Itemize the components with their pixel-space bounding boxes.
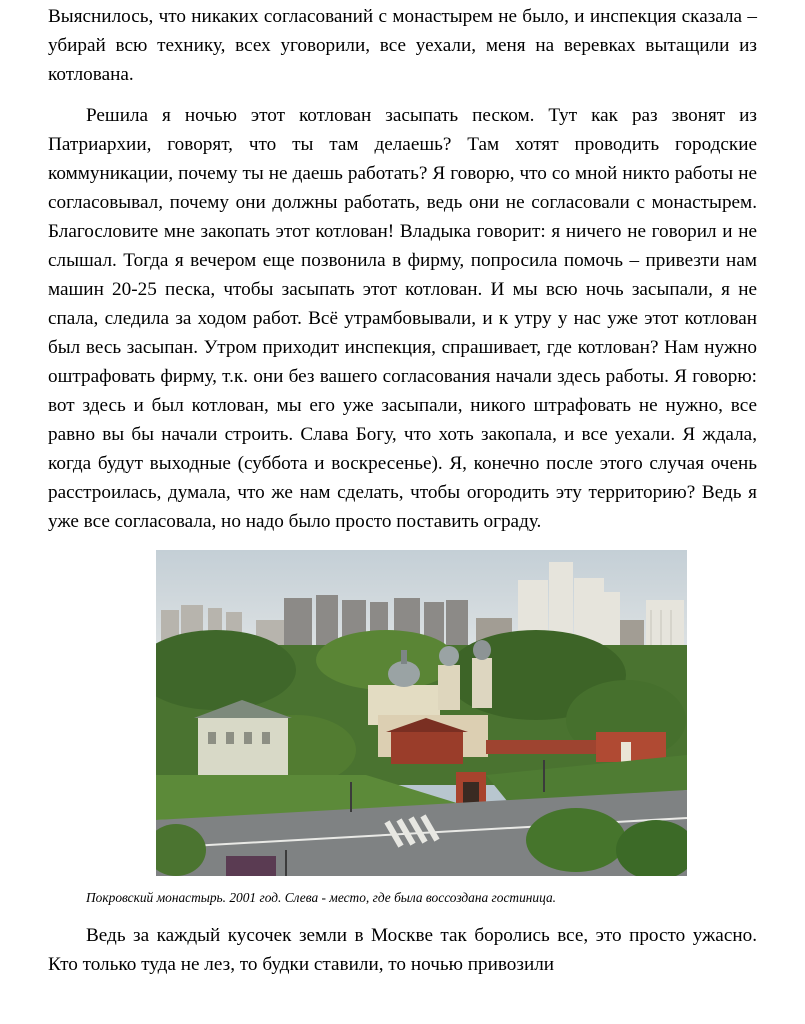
- document-page: [48, 0, 757, 979]
- paragraph-2: Решила я ночью этот котлован засыпать песком. Тут как раз звонят из Патриархии, говорят, что ты там делаешь? Там хотят проводить городские коммуникации, почему ты не даешь работать? Я говорю, что со мной никто работы не согласовывал, почему они должны работать, ведь они не согласовали с монастырем. Благословите мне закопать этот котлован! Владыка говорит: я ничего не говорил и не слышал. Тогда я вечером еще позвонила в фирму, попросила помочь – привезти нам машин 20-25 песка, чтобы засыпать этот котлован. И мы всю ночь засыпали, я не спала, следила за ходом работ. Всё утрамбовывали, и к утру у нас уже этот котлован был весь засыпан. Утром приходит инспекция, спрашивает, где котлован? Нам нужно оштрафовать фирму, т.к. они без вашего согласования начали здесь работы. Я говорю: вот здесь и был котлован, мы его уже засыпали, никого штрафовать не нужно, все равно вы бы начали строить. Слава Богу, что хоть закопала, и все уехали. Я ждала, когда будут выходные (суббота и воскресенье). Я, конечно после этого случая очень расстроилась, думала, что же нам сделать, чтобы огородить эту территорию? Ведь я уже все согласовала, но надо было просто поставить ограду.: [48, 105, 757, 532]
- photo-caption: Покровский монастырь. 2001 год. Слева - место, где была воссоздана гостиница.: [86, 890, 556, 905]
- monastery-photo: [156, 550, 687, 876]
- paragraph-1: Выяснилось, что никаких согласований с монастырем не было, и инспекция сказала – убирай всю технику, всех уговорили, все уехали, меня на веревках вытащили из котлована.: [48, 6, 757, 85]
- paragraph-3: Ведь за каждый кусочек земли в Москве так боролись все, это просто ужасно. Кто только туда не лез, то будки ставили, то ночью привозили: [48, 925, 757, 975]
